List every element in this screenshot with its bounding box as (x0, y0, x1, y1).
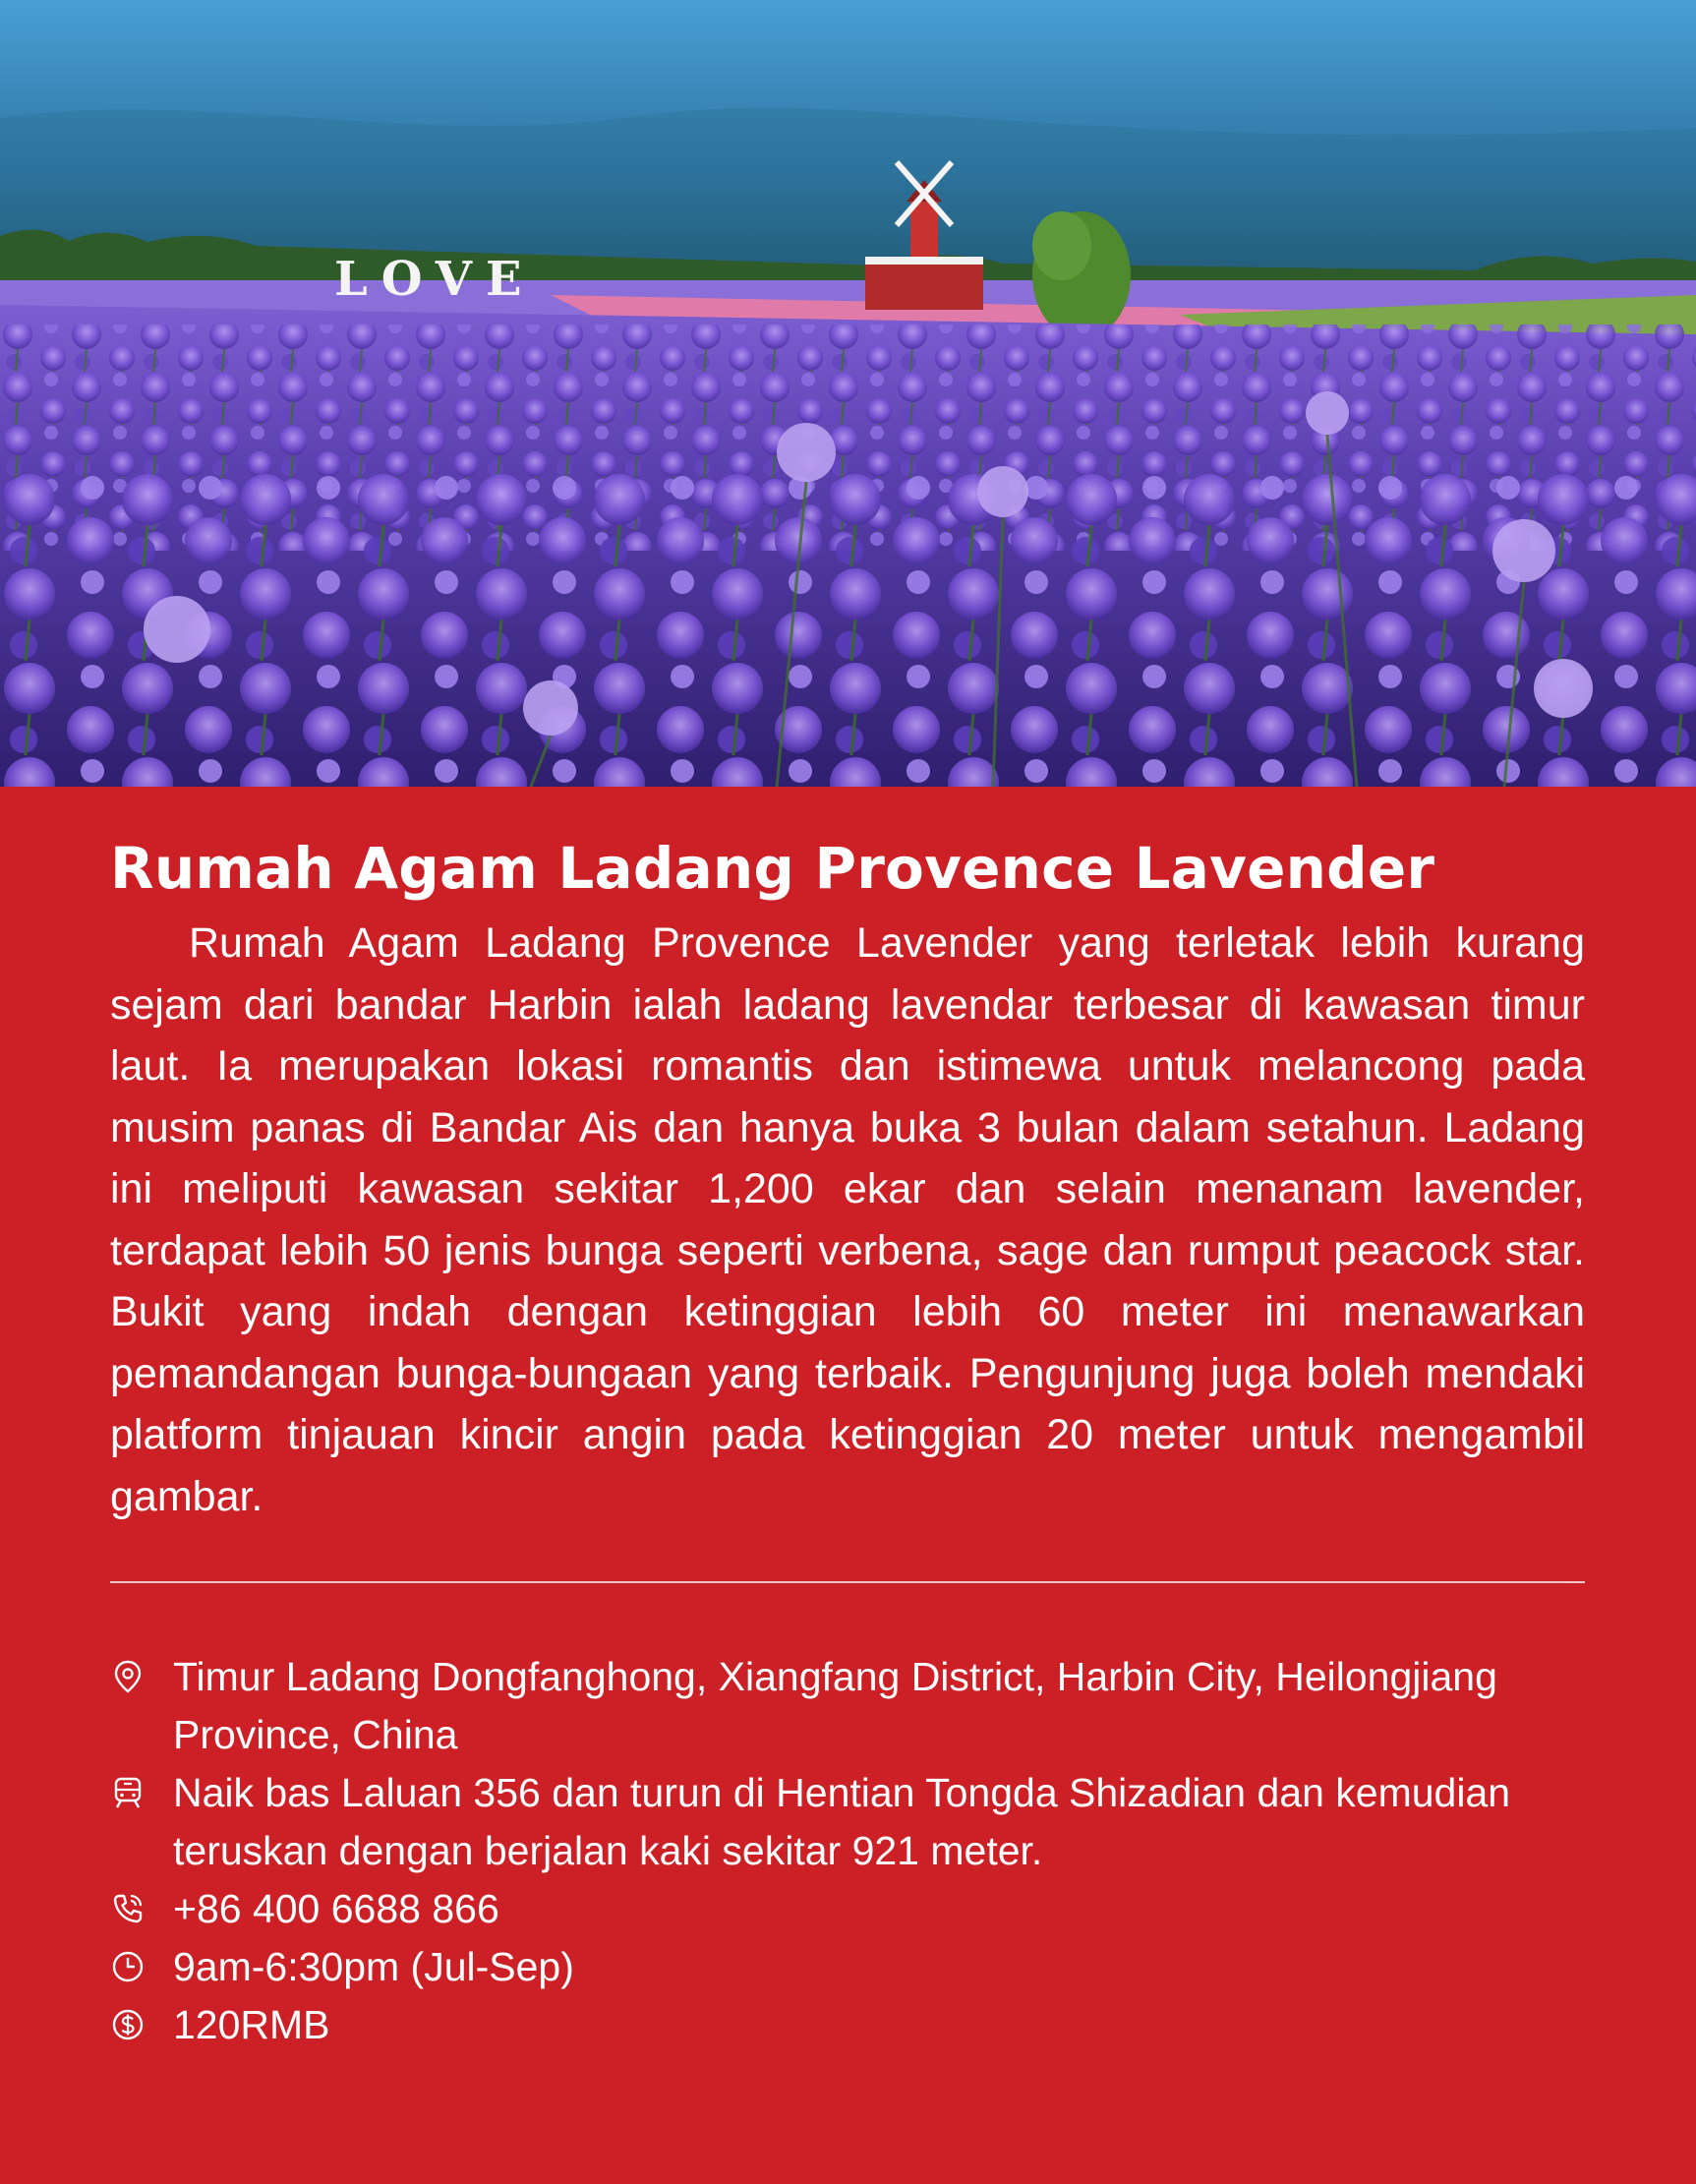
train-icon (110, 1775, 146, 1810)
dollar-icon (110, 2007, 146, 2042)
love-sign (334, 252, 536, 307)
transport-text: Naik bas Laluan 356 dan turun di Hentian Tongda Shizadian dan kemudian teruskan dengan berjalan kaki sekitar 921 meter. (173, 1770, 1511, 1873)
description-paragraph: Rumah Agam Ladang Provence Lavender yang terletak lebih kurang sejam dari bandar Harbin ialah ladang lavendar terbesar di kawasan timur laut. Ia merupakan lokasi romantis dan istimewa untuk melancong pada musim panas di Bandar Ais dan hanya buka 3 bulan dalam setahun. Ladang ini meliputi kawasan sekitar 1,200 ekar dan selain menanam lavender, terdapat lebih 50 jenis bunga seperti verbena, sage dan rumput peacock star. Bukit yang indah dengan ketinggian lebih 60 meter ini menawarkan pemandangan bunga-bungaan yang terbaik. Pengunjung juga boleh mendaki platform tinjauan kincir angin pada ketinggian 20 meter untuk mengambil gambar. (110, 919, 1585, 1520)
info-transport (110, 1764, 1585, 1880)
phone-icon (110, 1891, 146, 1926)
hours-text: 9am-6:30pm (Jul-Sep) (173, 1944, 574, 1989)
info-hours (110, 1938, 1585, 1996)
info-price (110, 1996, 1585, 2054)
location-pin-icon (110, 1659, 146, 1694)
divider (110, 1581, 1585, 1583)
svg-text:LOVE: LOVE (334, 252, 536, 307)
price-text: 120RMB (173, 2002, 330, 2047)
content-panel (110, 787, 1585, 2054)
info-list (110, 1648, 1585, 2054)
phone-text: +86 400 6688 866 (173, 1886, 499, 1931)
address-text: Timur Ladang Dongfanghong, Xiangfang District, Harbin City, Heilongjiang Province, China (173, 1654, 1497, 1757)
page-title: Rumah Agam Ladang Provence Lavender (110, 835, 1435, 902)
info-address (110, 1648, 1585, 1764)
lavender-field-illustration (0, 0, 1696, 787)
clock-icon (110, 1949, 146, 1984)
info-phone (110, 1880, 1585, 1938)
hero-photo (0, 0, 1696, 787)
